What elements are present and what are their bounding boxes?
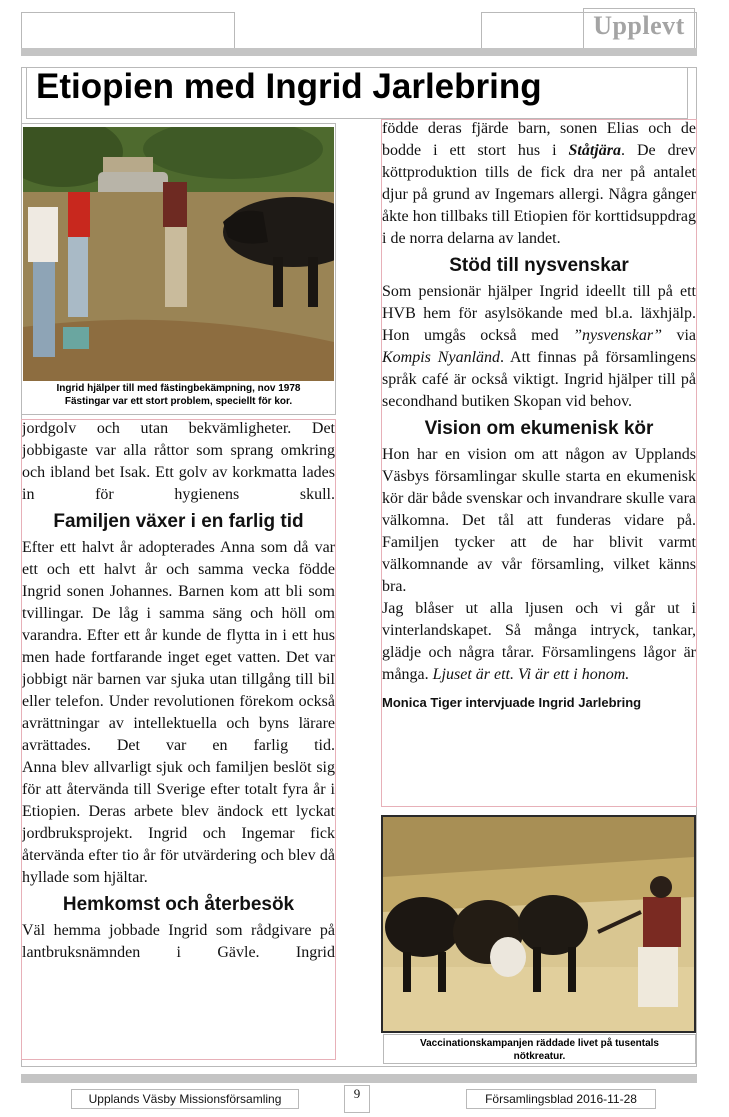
paragraph: Väl hemma jobbade Ingrid som rådgivare på lantbruksnämnden i Gävle. Ingrid xyxy=(22,922,335,961)
photo2-caption xyxy=(383,1034,696,1064)
left-column xyxy=(22,418,335,1058)
photo1-caption xyxy=(23,382,334,408)
photo2-caption-line2: nötkreatur. xyxy=(513,1051,566,1062)
paragraph xyxy=(382,281,696,413)
paragraph: jordgolv och utan bekvämligheter. Det jobbigaste var alla råttor som sprang omkring och ibland bet Isak. Ett golv av korkmatta lades in för hygienens skull. xyxy=(22,420,335,503)
photo1-caption-line1: Ingrid hjälper till med fästingbekämpning, nov 1978 xyxy=(56,383,301,394)
emphasis: Kompis Nyanländ xyxy=(382,349,501,366)
emphasis: Ljuset är ett. Vi är ett i honom. xyxy=(432,666,630,683)
text: . Att finnas på församlingens språk café är också viktigt. Ingrid hjälper till på secondhand butiken Skopan vid behov. xyxy=(382,349,696,410)
photo2-caption-line1: Vaccinationskampanjen räddade livet på tusentals xyxy=(420,1038,659,1049)
photo-vaccination-image xyxy=(383,817,694,1031)
footer-right: Församlingsblad 2016-11-28 xyxy=(466,1089,656,1109)
photo-tick-treatment xyxy=(23,127,334,381)
section-heading: Hemkomst och återbesök xyxy=(62,894,295,915)
paragraph xyxy=(382,118,696,250)
text: . De drev köttproduktion tills de fick dra ner på antalet djur på grund av Ingemars allergi. Några gånger åkte hon tillbaks till Etiopien för korttidsuppdrag i de norra delarna av landet. xyxy=(382,142,696,247)
photo-vaccination xyxy=(383,817,694,1031)
right-column xyxy=(382,118,696,808)
section-label: Upplevt xyxy=(583,8,695,50)
paragraph: Hon har en vision om att någon av Upplands Väsbys församlingar skulle starta en ekumenisk kör där både svenskar och invandrare skulle vara välkomna. Det tål att funderas vidare på. Familjen tycker att de har blivit varmt välkomnande av vår församling, vilket känns bra. xyxy=(382,446,696,595)
emphasis: ”nysvenskar” xyxy=(573,327,662,344)
paragraph: Efter ett halvt år adopterades Anna som då var ett och ett halvt år och samma vecka födde Ingrid sonen Johannes. Barnen kom att bli som tvillingar. De låg i samma säng och höll om varandra. Efter ett år kunde de flytta in i ett hus men hade fortfarande inget eget vatten. Det var jobbigt när barnen var sjuka utan tillgång till bil eller telefon. Under revolutionen förekom också avrättningar av intellektuella och byns lärare avrättades. Det var en farlig tid. xyxy=(22,539,335,754)
footer-left: Upplands Väsby Missionsförsamling xyxy=(71,1089,299,1109)
text: via xyxy=(662,327,696,344)
byline: Monica Tiger intervjuade Ingrid Jarlebring xyxy=(382,695,642,710)
paragraph: Anna blev allvarligt sjuk och familjen beslöt sig för att återvända till Sverige efter totalt fyra år i Etiopien. Deras arbete blev ändock ett lyckat jordbruksprojekt. Ingrid och Ingemar fick återvända efter tio år för utvärdering och blev då hyllade som hjältar. xyxy=(22,759,335,886)
paragraph xyxy=(382,598,696,686)
header-left-box xyxy=(21,12,235,52)
footer-divider xyxy=(21,1074,697,1083)
text: födde deras fjärde barn, sonen Elias och de bodde i ett stort hus i xyxy=(382,120,696,159)
section-heading: Familjen växer i en farlig tid xyxy=(53,511,304,532)
section-heading: Stöd till nysvenskar xyxy=(449,255,629,276)
text: Som pensionär hjälper Ingrid ideellt till på ett HVB hem för asylsökande med bl.a. läxhjälp. Hon umgås också med xyxy=(382,283,696,344)
page-number: 9 xyxy=(344,1085,370,1113)
section-heading: Vision om ekumenisk kör xyxy=(424,418,654,439)
photo-tick-treatment-image xyxy=(23,127,334,381)
text: Jag blåser ut alla ljusen och vi går ut i vinterlandskapet. Så många intryck, tankar, glädje och några tårar. Församlingens lågor är många. xyxy=(382,600,696,683)
photo1-caption-line2: Fästingar var ett stort problem, speciellt för kor. xyxy=(64,396,293,407)
header-divider xyxy=(21,48,697,56)
article-title: Etiopien med Ingrid Jarlebring xyxy=(36,67,542,106)
emphasis: Ståtjära xyxy=(568,142,621,159)
